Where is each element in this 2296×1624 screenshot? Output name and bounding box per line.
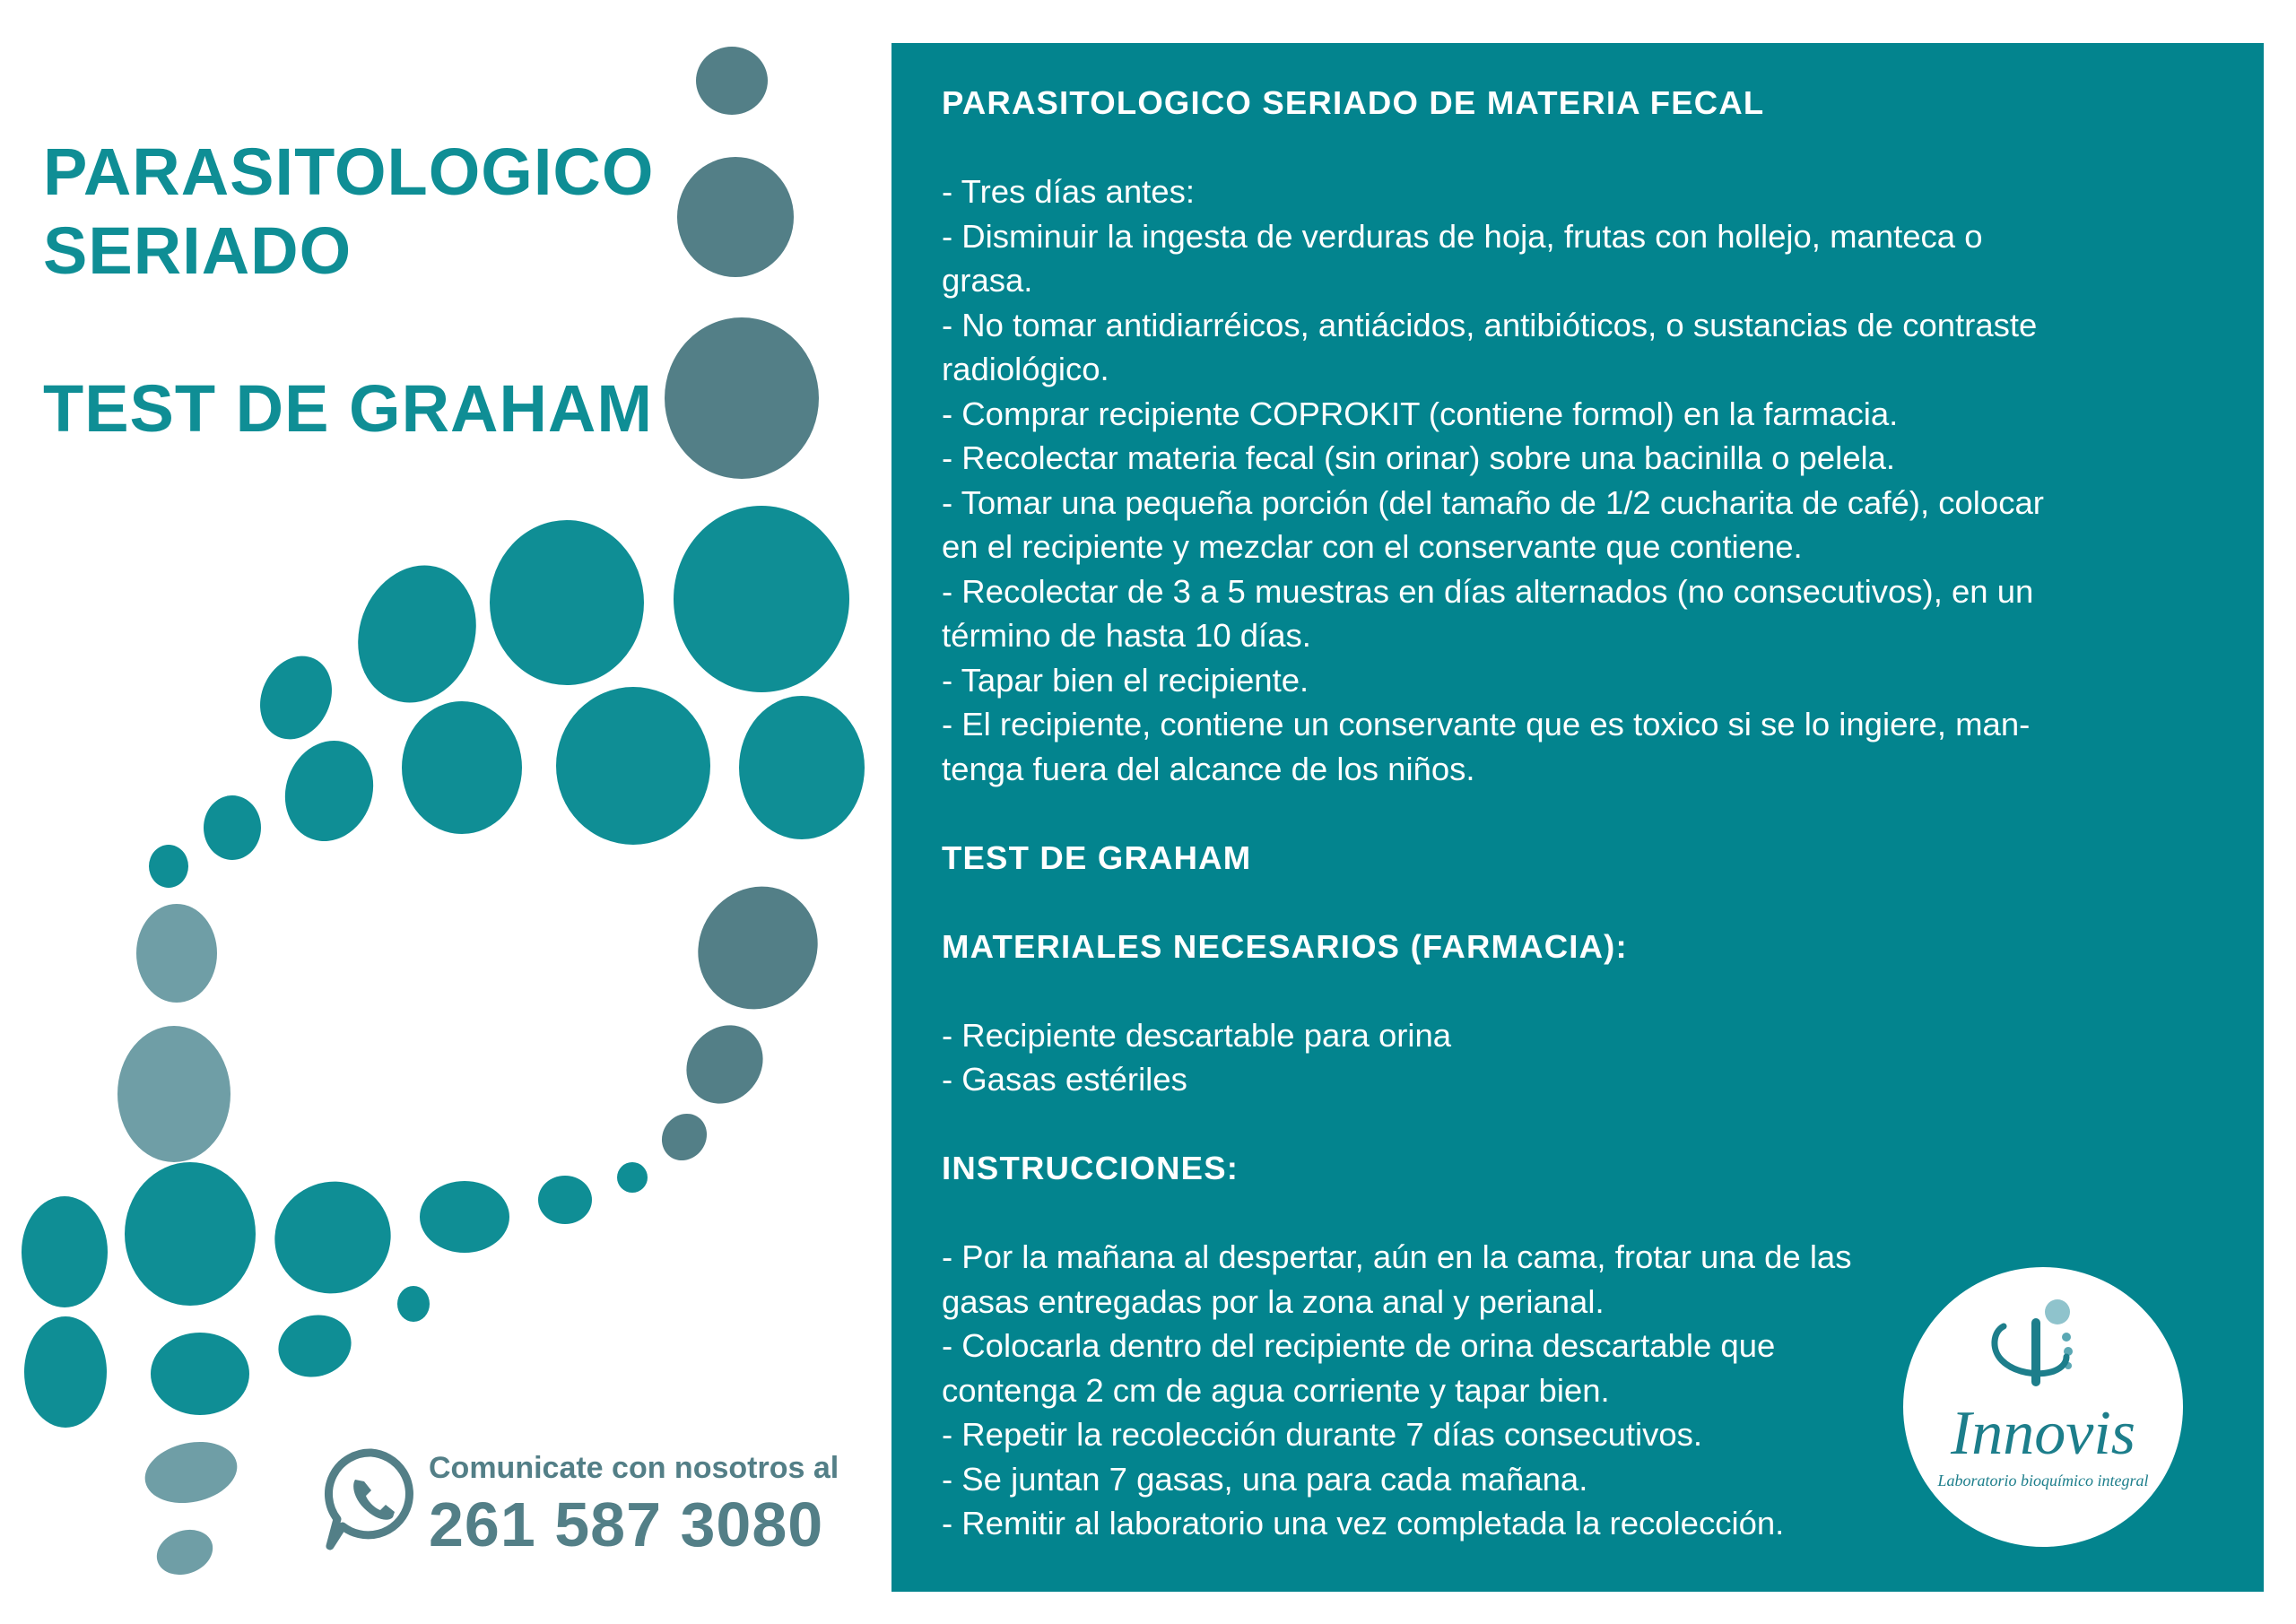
instructions-panel: [891, 43, 2264, 1592]
instruction-line: gasas entregadas por la zona anal y perianal.: [942, 1282, 1605, 1320]
section-heading: MATERIALES NECESARIOS (FARMACIA):: [942, 927, 1628, 965]
innovis-logo: [1903, 1267, 2183, 1547]
decorative-dot: [339, 549, 495, 719]
decorative-dot: [204, 795, 261, 860]
instruction-line: [942, 880, 2215, 925]
instruction-line: término de hasta 10 días.: [942, 617, 1311, 654]
instruction-line: [942, 1102, 2215, 1147]
instruction-line: - El recipiente, contiene un conservante que es toxico si se lo ingiere, man-: [942, 706, 2031, 743]
decorative-dot: [420, 1181, 509, 1253]
instruction-line: grasa.: [942, 262, 1033, 299]
decorative-dot: [739, 696, 865, 839]
instruction-line: [942, 126, 2215, 170]
decorative-dot: [117, 1026, 230, 1162]
logo-name: Innovis: [1950, 1399, 2136, 1468]
instruction-line: - Comprar recipiente COPROKIT (contiene formol) en la farmacia.: [942, 395, 1899, 432]
instruction-line: - Recolectar materia fecal (sin orinar) sobre una bacinilla o pelela.: [942, 439, 1896, 476]
decorative-dot: [674, 863, 842, 1032]
decorative-dot: [653, 1105, 716, 1169]
decorative-dot: [402, 701, 522, 834]
instruction-line: en el recipiente y mezclar con el conservante que contiene.: [942, 528, 1803, 565]
decorative-dot: [136, 904, 217, 1003]
instruction-line: - Disminuir la ingesta de verduras de hoja, frutas con hollejo, manteca o: [942, 217, 1983, 255]
instruction-line: [942, 791, 2215, 836]
decorative-dot: [538, 1176, 592, 1224]
decorative-dot: [665, 317, 819, 479]
decorative-dot: [272, 1307, 359, 1385]
section-heading: PARASITOLOGICO SERIADO DE MATERIA FECAL: [942, 84, 1765, 121]
logo-subtitle: Laboratorio bioquímico integral: [1937, 1472, 2149, 1489]
section-heading: INSTRUCCIONES:: [942, 1150, 1239, 1186]
instruction-line: - Se juntan 7 gasas, una para cada mañana.: [942, 1460, 1588, 1498]
decorative-dot: [677, 157, 794, 277]
whatsapp-icon: [323, 1447, 420, 1553]
title-line: SERIADO: [43, 213, 352, 288]
instruction-line: - Tapar bien el recipiente.: [942, 661, 1309, 699]
instruction-line: - No tomar antidiarréicos, antiácidos, antibióticos, o sustancias de contraste: [942, 306, 2038, 343]
instruction-line: [942, 968, 2215, 1013]
instruction-line: contenga 2 cm de agua corriente y tapar bien.: [942, 1371, 1610, 1409]
decorative-dot: [139, 1434, 242, 1511]
instruction-line: - Tres días antes:: [942, 173, 1195, 210]
decorative-dot: [556, 687, 710, 845]
instruction-line: [942, 1191, 2215, 1236]
section-heading: TEST DE GRAHAM: [942, 838, 1252, 876]
decorative-dot: [22, 1196, 108, 1307]
decorative-dot: [617, 1162, 648, 1193]
instruction-line: tenga fuera del alcance de los niños.: [942, 750, 1475, 787]
instruction-line: - Repetir la recolección durante 7 días consecutivos.: [942, 1416, 1703, 1453]
title-line: TEST DE GRAHAM: [43, 371, 653, 446]
decorative-dot: [149, 845, 188, 888]
decorative-dot: [151, 1333, 249, 1415]
decorative-dot: [259, 1166, 407, 1310]
decorative-dot: [696, 47, 768, 115]
instruction-line: - Gasas estériles: [942, 1061, 1187, 1098]
instruction-line: - Por la mañana al despertar, aún en la cama, frotar una de las: [942, 1238, 1852, 1275]
contact-block: [323, 1435, 861, 1569]
decorative-dot: [397, 1286, 430, 1322]
decorative-dot: [271, 728, 387, 854]
instruction-line: - Recipiente descartable para orina: [942, 1016, 1452, 1054]
decorative-dot: [24, 1316, 107, 1428]
decorative-dot: [674, 506, 849, 692]
instruction-line: - Tomar una pequeña porción (del tamaño de 1/2 cucharita de café), colocar: [942, 483, 2044, 521]
decorative-dot: [671, 1010, 778, 1119]
instruction-line: - Recolectar de 3 a 5 muestras en días alternados (no consecutivos), en un: [942, 572, 2034, 610]
decorative-dot: [490, 520, 644, 685]
phone-number[interactable]: 261 587 3080: [429, 1489, 824, 1559]
instruction-line: - Colocarla dentro del recipiente de orina descartable que: [942, 1327, 1776, 1364]
title-line: PARASITOLOGICO: [43, 135, 655, 209]
decorative-dot: [151, 1523, 220, 1583]
decorative-dot: [125, 1162, 256, 1306]
instruction-line: - Remitir al laboratorio una vez completada la recolección.: [942, 1505, 1785, 1541]
left-title: [43, 133, 671, 448]
instruction-line: radiológico.: [942, 351, 1109, 387]
contact-label: Comunicate con nosotros al: [429, 1451, 839, 1485]
decorative-dot: [247, 644, 344, 751]
